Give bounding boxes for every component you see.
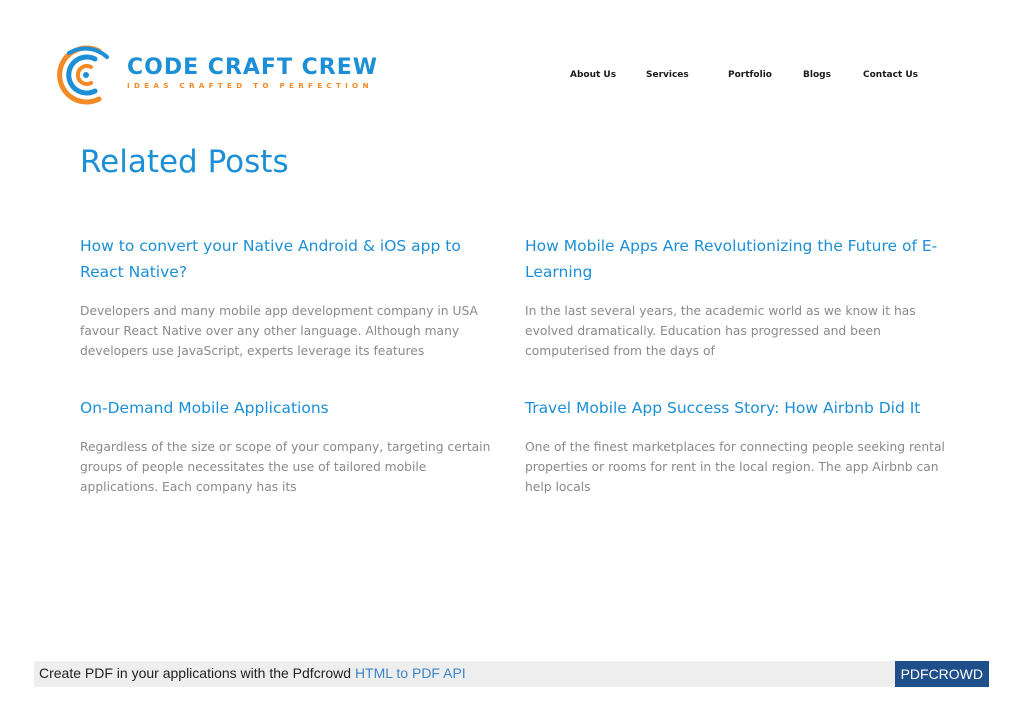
pdfcrowd-badge[interactable]: PDFCROWD: [895, 661, 989, 687]
brand-name: CODE CRAFT CREW: [127, 55, 378, 80]
post-title-link[interactable]: On-Demand Mobile Applications: [80, 399, 329, 417]
nav-services[interactable]: Services: [646, 70, 689, 80]
post-excerpt: One of the finest marketplaces for connecting people seeking rental properties or rooms for rent in the local region. The app Airbnb can help locals: [525, 440, 945, 494]
page-title: Related Posts: [80, 144, 289, 180]
main-nav: [0, 70, 1023, 84]
footer-text: [39, 665, 466, 681]
nav-portfolio[interactable]: Portfolio: [728, 70, 772, 80]
nav-contact-us[interactable]: Contact Us: [863, 70, 919, 80]
post-title-link[interactable]: Travel Mobile App Success Story: How Airbnb Did It: [525, 399, 921, 417]
site-header: [0, 0, 1023, 150]
post-excerpt: Developers and many mobile app development company in USA favour React Native over any other language. Although many developers use JavaScript, experts leverage its features: [80, 304, 478, 358]
post-card: [525, 395, 945, 497]
nav-about-us[interactable]: About Us: [570, 70, 617, 80]
post-title-link[interactable]: How Mobile Apps Are Revolutionizing the Future of E-Learning: [525, 237, 938, 281]
post-card: [525, 233, 945, 361]
nav-blogs[interactable]: Blogs: [803, 70, 831, 80]
post-title-link[interactable]: How to convert your Native Android & iOS app to React Native?: [80, 237, 461, 281]
post-excerpt: Regardless of the size or scope of your company, targeting certain groups of people necessitates the use of tailored mobile applications. Each company has its: [80, 440, 491, 494]
footer-message: Create PDF in your applications with the Pdfcrowd: [39, 665, 352, 681]
brand-tagline: IDEAS CRAFTED TO PERFECTION: [127, 81, 373, 90]
post-card: [80, 395, 500, 497]
html-to-pdf-link[interactable]: HTML to PDF API: [354, 665, 466, 681]
post-excerpt: In the last several years, the academic world as we know it has evolved dramatically. Education has progressed and been computerised from the days of: [525, 304, 916, 358]
pdfcrowd-footer: [34, 661, 989, 687]
post-card: [80, 233, 500, 361]
